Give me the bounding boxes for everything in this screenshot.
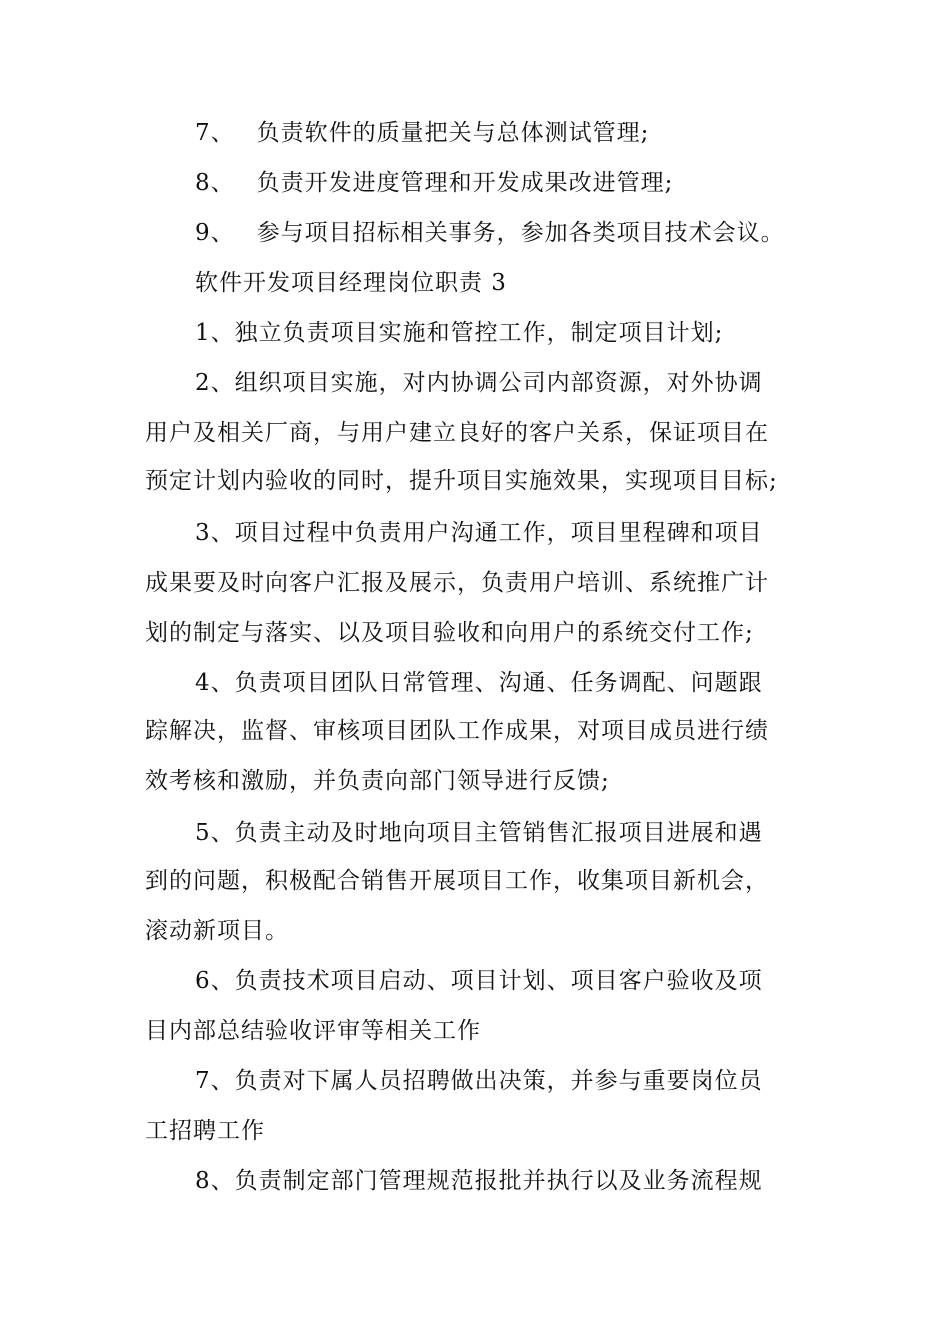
paragraph-line: 成果要及时向客户汇报及展示，负责用户培训、系统推广计 (145, 570, 769, 596)
paragraph-line: 工招聘工作 (145, 1118, 265, 1144)
paragraph-line: 滚动新项目。 (145, 918, 289, 944)
paragraph-line: 划的制定与落实、以及项目验收和向用户的系统交付工作; (145, 620, 754, 646)
numbered-item (195, 168, 673, 198)
paragraph-line: 1、独立负责项目实施和管控工作，制定项目计划; (195, 320, 724, 346)
item-number: 8、 (195, 170, 235, 196)
paragraph-line: 4、负责项目团队日常管理、沟通、任务调配、问题跟 (195, 670, 763, 696)
paragraph-line: 2、组织项目实施，对内协调公司内部资源，对外协调 (195, 370, 763, 396)
paragraph-line: 用户及相关厂商，与用户建立良好的客户关系，保证项目在 (145, 420, 769, 446)
paragraph-line: 预定计划内验收的同时，提升项目实施效果，实现项目目标; (145, 468, 778, 494)
paragraph-line: 8、负责制定部门管理规范报批并执行以及业务流程规 (195, 1168, 763, 1194)
numbered-item (195, 118, 649, 148)
paragraph-line: 3、项目过程中负责用户沟通工作，项目里程碑和项目 (195, 520, 763, 546)
paragraph-line: 7、负责对下属人员招聘做出决策，并参与重要岗位员 (195, 1068, 763, 1094)
paragraph-line: 到的问题，积极配合销售开展项目工作，收集项目新机会， (145, 868, 769, 894)
item-number: 7、 (195, 120, 235, 146)
numbered-item (195, 218, 785, 248)
item-text: 参与项目招标相关事务，参加各类项目技术会议。 (256, 220, 785, 246)
item-text: 负责开发进度管理和开发成果改进管理; (256, 170, 674, 196)
item-number: 9、 (195, 220, 235, 246)
section-title: 软件开发项目经理岗位职责 3 (195, 270, 507, 296)
paragraph-line: 目内部总结验收评审等相关工作 (145, 1018, 481, 1044)
paragraph-line: 5、负责主动及时地向项目主管销售汇报项目进展和遇 (195, 820, 763, 846)
paragraph-line: 6、负责技术项目启动、项目计划、项目客户验收及项 (195, 968, 763, 994)
item-text: 负责软件的质量把关与总体测试管理; (256, 120, 650, 146)
paragraph-line: 效考核和激励，并负责向部门领导进行反馈; (145, 768, 610, 794)
paragraph-line: 踪解决，监督、审核项目团队工作成果，对项目成员进行绩 (145, 718, 769, 744)
